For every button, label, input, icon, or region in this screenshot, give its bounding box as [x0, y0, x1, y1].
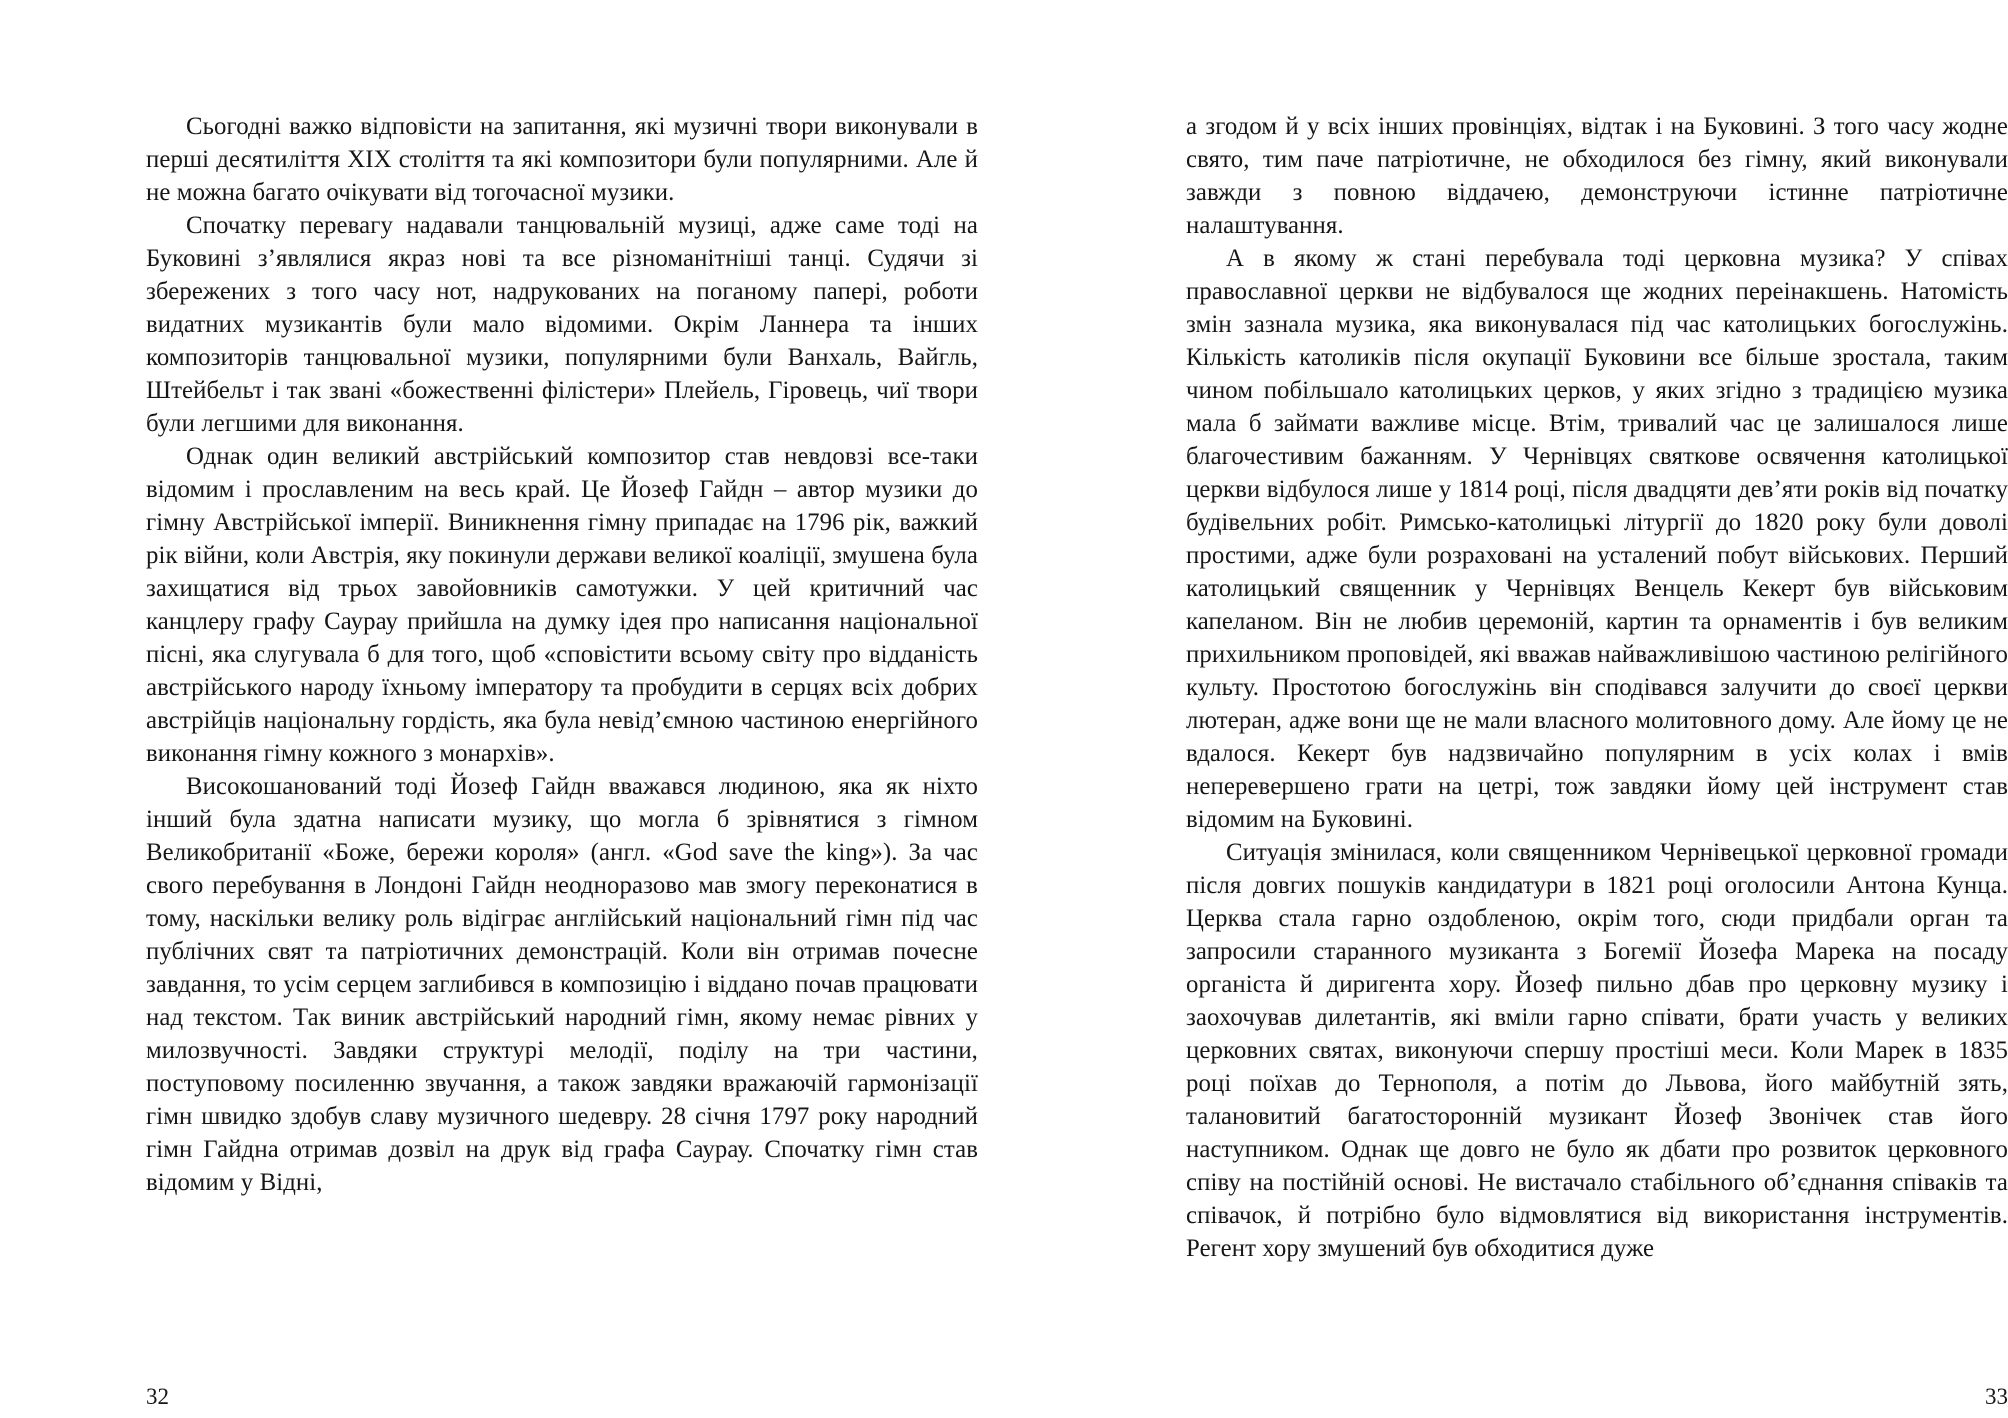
paragraph: Ситуація змінилася, коли священником Чернівецької церковної громади після довгих пошуків кандидатури в 1821 році оголосили Антона Кунца. Церква стала гарно оздобленою, окрім того, сюди придбали орган та запросили старанного музиканта з Богемії Йозефа Марека на посаду органіста й диригента хору. Йозеф пильно дбав про церковну музику і заохочував дилетантів, які вміли гарно співати, брати участь у великих церковних святах, виконуючи спершу простіші меси. Коли Марек в 1835 році поїхав до Тернополя, а потім до Львова, його майбутній зять, талановитий багатосторонній музикант Йозеф Звонічек став його наступником. Однак ще довго не було як дбати про розвиток церковного співу на постійній основі. Не вистачало стабільного об’єднання співаків та співачок, й потрібно було відмовлятися від використання інструментів. Регент хору змушений був обходитися дуже: [1186, 839, 2008, 1262]
page-right-text-block: [1186, 110, 2008, 1265]
paragraph: Спочатку перевагу надавали танцювальній музиці, адже саме тоді на Буковині з’являлися якраз нові та все різноманітніші танці. Судячи зі збережених з того часу нот, надрукованих на поганому папері, роботи видатних музикантів були мало відомими. Окрім Ланнера та інших композиторів танцювальної музики, популярними були Ванхаль, Вайгль, Штейбельт і так звані «божественні філістери» Плейель, Гіровець, чиї твори були легшими для виконання.: [146, 212, 978, 437]
paragraph-continuation: а згодом й у всіх інших провінціях, відтак і на Буковині. З того часу жодне свято, тим паче патріотичне, не обходилося без гімну, який виконували завжди з повною віддачею, демонструючи істинне патріотичне налаштування.: [1186, 113, 2008, 239]
page-number-left: 32: [146, 1384, 169, 1409]
page-number-right: 33: [1985, 1384, 2008, 1409]
paragraph: А в якому ж стані перебувала тоді церковна музика? У співах православної церкви не відбувалося ще жодних переінакшень. Натомість змін зазнала музика, яка виконувалася під час католицьких богослужінь. Кількість католиків після окупації Буковини все більше зростала, таким чином побільшало католицьких церков, у яких згідно з традицією музика мала б займати важливе місце. Втім, тривалий час це залишалося лише благочестивим бажанням. У Чернівцях святкове освячення католицької церкви відбулося лише у 1814 році, після двадцяти дев’яти років від початку будівельних робіт. Римсько-католицькі літургії до 1820 року були доволі простими, адже були розраховані на усталений побут військових. Перший католицький священник у Чернівцях Венцель Кекерт був військовим капеланом. Він не любив церемоній, картин та орнаментів і був великим прихильником проповідей, які вважав найважливішою частиною релігійного культу. Простотою богослужінь він сподівався залучити до своєї церкви лютеран, адже вони ще не мали власного молитовного дому. Але йому це не вдалося. Кекерт був надзвичайно популярним в усіх колах і вмів неперевершено грати на цетрі, тож завдяки йому цей інструмент став відомим на Буковині.: [1186, 245, 2008, 833]
page-left-text-block: [146, 110, 978, 1199]
paragraph: Сьогодні важко відповісти на запитання, які музичні твори виконували в перші десятиліття XIX століття та які композитори були популярними. Але й не можна багато очікувати від тогочасної музики.: [146, 113, 978, 206]
paragraph: Однак один великий австрійський композитор став невдовзі все-таки відомим і прославленим на весь край. Це Йозеф Гайдн – автор музики до гімну Австрійської імперії. Виникнення гімну припадає на 1796 рік, важкий рік війни, коли Австрія, яку покинули держави великої коаліції, змушена була захищатися від трьох завойовників самотужки. У цей критичний час канцлеру графу Саурау прийшла на думку ідея про написання національної пісні, яка слугувала б для того, щоб «сповістити всьому світу про відданість австрійського народу їхньому імператору та пробудити в серцях всіх добрих австрійців національну гордість, яка була невід’ємною частиною енергійного виконання гімну кожного з монархів».: [146, 443, 978, 767]
paragraph: Високошанований тоді Йозеф Гайдн вважався людиною, яка як ніхто інший була здатна написати музику, що могла б зрівнятися з гімном Великобританії «Боже, бережи короля» (англ. «God save the king»). За час свого перебування в Лондоні Гайдн неодноразово мав змогу переконатися в тому, наскільки велику роль відіграє англійський національний гімн під час публічних свят та патріотичних демонстрацій. Коли він отримав почесне завдання, то усім серцем заглибився в композицію і віддано почав працювати над текстом. Так виник австрійський народний гімн, якому немає рівних у милозвучності. Завдяки структурі мелодії, поділу на три частини, поступовому посиленню звучання, а також завдяки вражаючій гармонізації гімн швидко здобув славу музичного шедевру. 28 січня 1797 року народний гімн Гайдна отримав дозвіл на друк від графа Саурау. Спочатку гімн став відомим у Відні,: [146, 773, 978, 1196]
